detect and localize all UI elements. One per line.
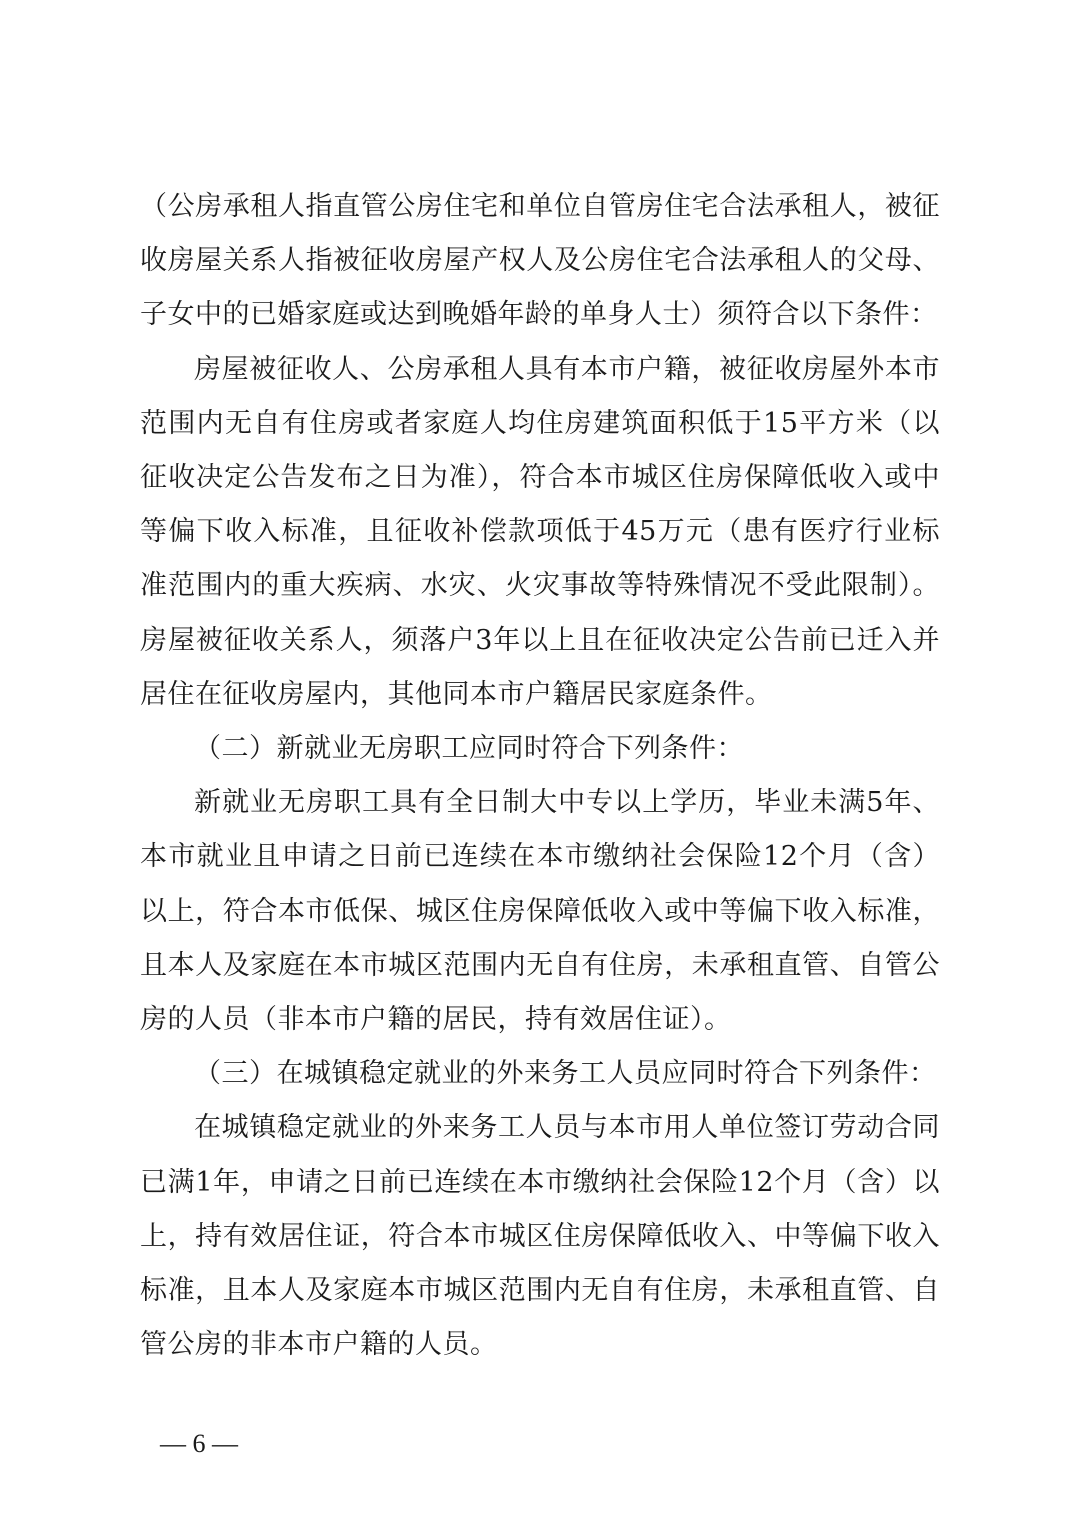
- paragraph-expropriation-conditions: 房屋被征收人、公房承租人具有本市户籍，被征收房屋外本市范围内无自有住房或者家庭人均住房建筑面积低于15平方米（以征收决定公告发布之日为准），符合本市城区住房保障低收入或中等偏下收入标准，且征收补偿款项低于45万元（患有医疗行业标准范围内的重大疾病、水灾、火灾事故等特殊情况不受此限制）。房屋被征收关系人，须落户3年以上且在征收决定公告前已迁入并居住在征收房屋内，其他同本市户籍居民家庭条件。: [140, 353, 940, 710]
- section-heading-migrant-workers: （三）在城镇稳定就业的外来务工人员应同时符合下列条件：: [194, 1058, 937, 1090]
- page-number: — 6 —: [160, 1429, 238, 1458]
- paragraph-new-employee-conditions: 新就业无房职工具有全日制大中专以上学历，毕业未满5年、本市就业且申请之日前已连续在本市缴纳社会保险12个月（含）以上，符合本市低保、城区住房保障低收入或中等偏下收入标准，且本人及家庭在本市城区范围内无自有住房，未承租直管、自管公房的人员（非本市户籍的居民，持有效居住证）。: [140, 787, 940, 1036]
- paragraph-continuation: （公房承租人指直管公房住宅和单位自管房住宅合法承租人，被征收房屋关系人指被征收房屋产权人及公房住宅合法承租人的父母、子女中的已婚家庭或达到晚婚年龄的单身人士）须符合以下条件：: [140, 191, 940, 331]
- document-body: [140, 180, 940, 1372]
- section-heading-new-employees: （二）新就业无房职工应同时符合下列条件：: [194, 733, 744, 765]
- paragraph-migrant-worker-conditions: 在城镇稳定就业的外来务工人员与本市用人单位签订劳动合同已满1年，申请之日前已连续在本市缴纳社会保险12个月（含）以上，持有效居住证，符合本市城区住房保障低收入、中等偏下收入标准，且本人及家庭本市城区范围内无自有住房，未承租直管、自管公房的非本市户籍的人员。: [140, 1112, 940, 1361]
